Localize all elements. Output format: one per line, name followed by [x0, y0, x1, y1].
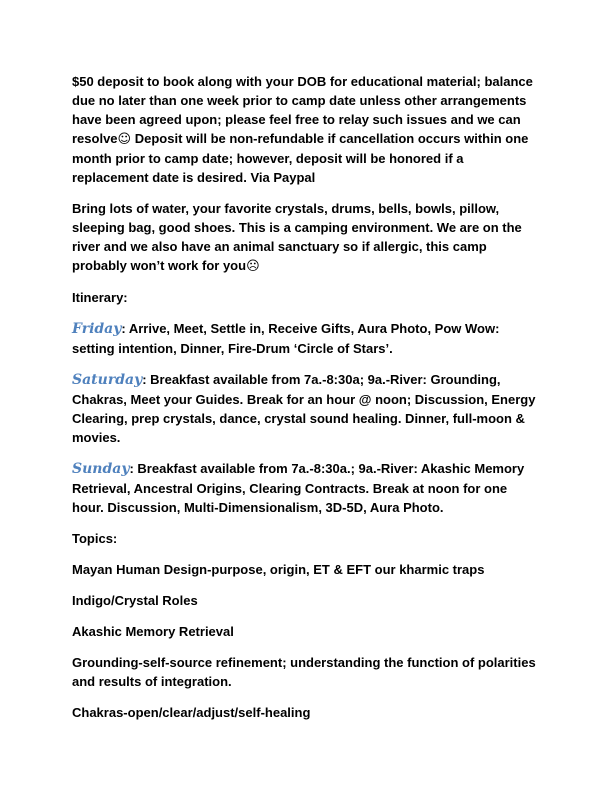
bring-text: Bring lots of water, your favorite crystals, drums, bells, bowls, pillow, sleeping bag, good shoes. This is a camping environment. We are on the river and we also have an animal sanctuary so if allergic, this camp probably won’t work for you — [72, 201, 522, 273]
topic-item: Chakras-open/clear/adjust/self-healing — [72, 705, 311, 720]
topic-item: Akashic Memory Retrieval — [72, 624, 234, 639]
itinerary-friday-text: : Arrive, Meet, Settle in, Receive Gifts, Aura Photo, Pow Wow: setting intention, Dinner, Fire-Drum ‘Circle of Stars’. — [72, 321, 500, 356]
topic-item: Indigo/Crystal Roles — [72, 593, 198, 608]
itinerary-sunday — [72, 459, 542, 517]
itinerary-sunday-text: : Breakfast available from 7a.-8:30a.; 9a.-River: Akashic Memory Retrieval, Ancestral Origins, Clearing Contracts. Break at noon for one hour. Discussion, Multi-Dimensionalism, 3D-5D, Aura Photo. — [72, 461, 525, 515]
topic-item: Mayan Human Design-purpose, origin, ET & EFT our kharmic traps — [72, 562, 485, 577]
deposit-text: $50 deposit to book along with your DOB for educational material; balance due no later than one week prior to camp date unless other arrangements have been agreed upon; please feel free to relay such issues and we can resolve — [72, 74, 533, 146]
bring-paragraph — [72, 199, 542, 276]
day-heading-sunday: Sunday — [72, 461, 130, 477]
smiley-icon: ☺ — [117, 132, 132, 147]
topics-heading: Topics: — [72, 531, 118, 546]
frown-icon: ☹ — [246, 259, 260, 274]
document-page — [72, 72, 542, 734]
deposit-paragraph — [72, 72, 542, 187]
itinerary-saturday-text: : Breakfast available from 7a.-8:30a; 9a.-River: Grounding, Chakras, Meet your Guides. Break for an hour @ noon; Discussion, Energy Clearing, prep crystals, dance, crystal sound healing. Dinner, full-moon & movies. — [72, 372, 536, 445]
topic-item: Grounding-self-source refinement; understanding the function of polarities and results of integration. — [72, 655, 536, 689]
itinerary-friday — [72, 319, 542, 358]
day-heading-friday: Friday — [72, 321, 122, 337]
deposit-text-2: Deposit will be non-refundable if cancellation occurs within one month prior to camp date; however, deposit will be honored if a replacement date is desired. Via Paypal — [72, 131, 529, 185]
itinerary-saturday — [72, 370, 542, 447]
day-heading-saturday: Saturday — [72, 372, 143, 388]
itinerary-heading: Itinerary: — [72, 290, 128, 305]
